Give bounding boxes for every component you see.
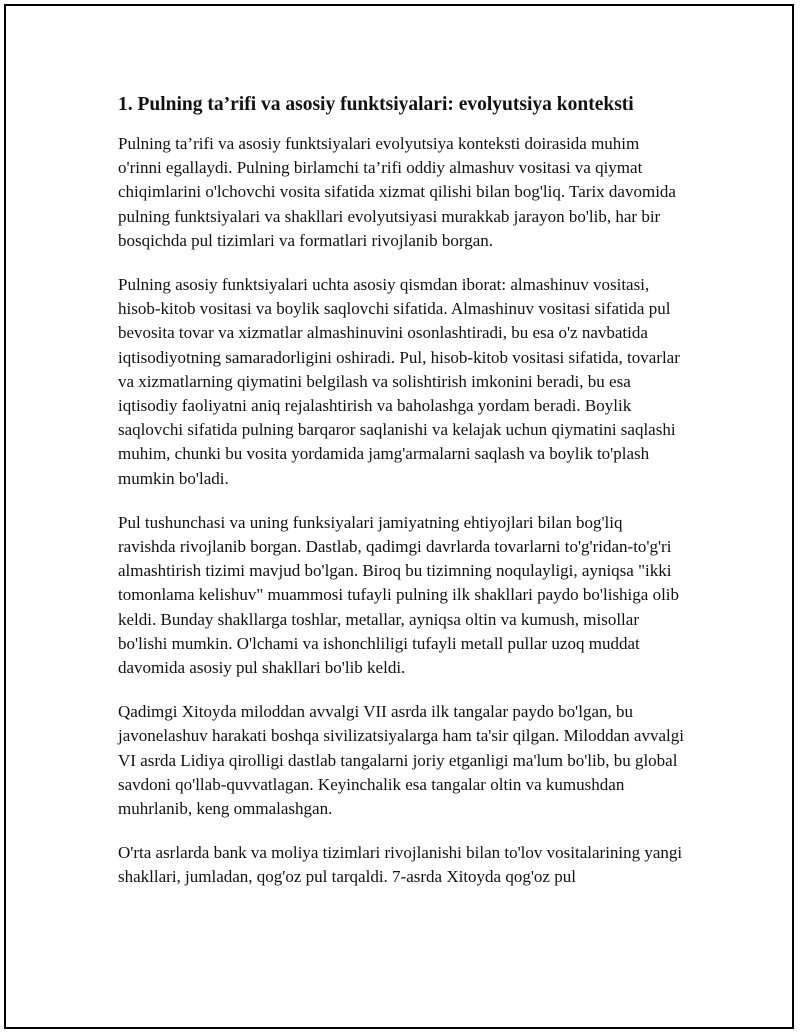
document-body	[118, 92, 684, 910]
paragraph-2: Pulning asosiy funktsiyalari uchta asosiy qismdan iborat: almashinuv vositasi, hisob-kitob vositasi va boylik saqlovchi sifatida. Almashinuv vositasi sifatida pul bevosita tovar va xizmatlar almashinuvini osonlashtiradi, bu esa o'z navbatida iqtisodiyotning samaradorligini oshiradi. Pul, hisob-kitob vositasi sifatida, tovarlar va xizmatlarning qiymatini belgilash va solishtirish imkonini beradi, bu esa iqtisodiy faoliyatni aniq rejalashtirish va baholashga yordam beradi. Boylik saqlovchi sifatida pulning barqaror saqlanishi va kelajak uchun qiymatini saqlashi muhim, chunki bu vosita yordamida jamg'armalarni saqlash va boylik to'plash mumkin bo'ladi.	[118, 275, 680, 488]
paragraph-3: Pul tushunchasi va uning funksiyalari jamiyatning ehtiyojlari bilan bog'liq ravishda rivojlanib borgan. Dastlab, qadimgi davrlarda tovarlarni to'g'ridan-to'g'ri almashtirish tizimi mavjud bo'lgan. Biroq bu tizimning noqulayligi, ayniqsa "ikki tomonlama kelishuv" muammosi tufayli pulning ilk shakllari paydo bo'lishiga olib keldi. Bunday shakllarga toshlar, metallar, ayniqsa oltin va kumush, misollar bo'lishi mumkin. O'lchami va ishonchliligi tufayli metall pullar uzoq muddat davomida asosiy pul shakllari bo'lib keldi.	[118, 512, 680, 678]
paragraph-5: O'rta asrlarda bank va moliya tizimlari rivojlanishi bilan to'lov vositalarining yangi shakllari, jumladan, qog'oz pul tarqaldi. 7-asrda Xitoyda qog'oz pul	[118, 843, 683, 887]
paragraph-4: Qadimgi Xitoyda miloddan avvalgi VII asrda ilk tangalar paydo bo'lgan, bu javonelashuv harakati boshqa sivilizatsiyalarga ham ta'sir qilgan. Miloddan avvalgi VI asrda Lidiya qirolligi dastlab tangalarni joriy etganligi ma'lum bo'lib, bu global savdoni qo'llab-quvvatlagan. Keyinchalik esa tangalar oltin va kumushdan muhrlanib, keng ommalashgan.	[118, 702, 684, 819]
section-heading: 1. Pulning ta’rifi va asosiy funktsiyalari: evolyutsiya konteksti	[118, 94, 634, 115]
paragraph-1: Pulning ta’rifi va asosiy funktsiyalari evolyutsiya konteksti doirasida muhim o'rinni egallaydi. Pulning birlamchi ta’rifi oddiy almashuv vositasi va qiymat chiqimlarini o'lchovchi vosita sifatida xizmat qilishi bilan bog'liq. Tarix davomida pulning funktsiyalari va shakllari evolyutsiyasi murakkab jarayon bo'lib, har bir bosqichda pul tizimlari va formatlari rivojlanib borgan.	[118, 134, 676, 250]
